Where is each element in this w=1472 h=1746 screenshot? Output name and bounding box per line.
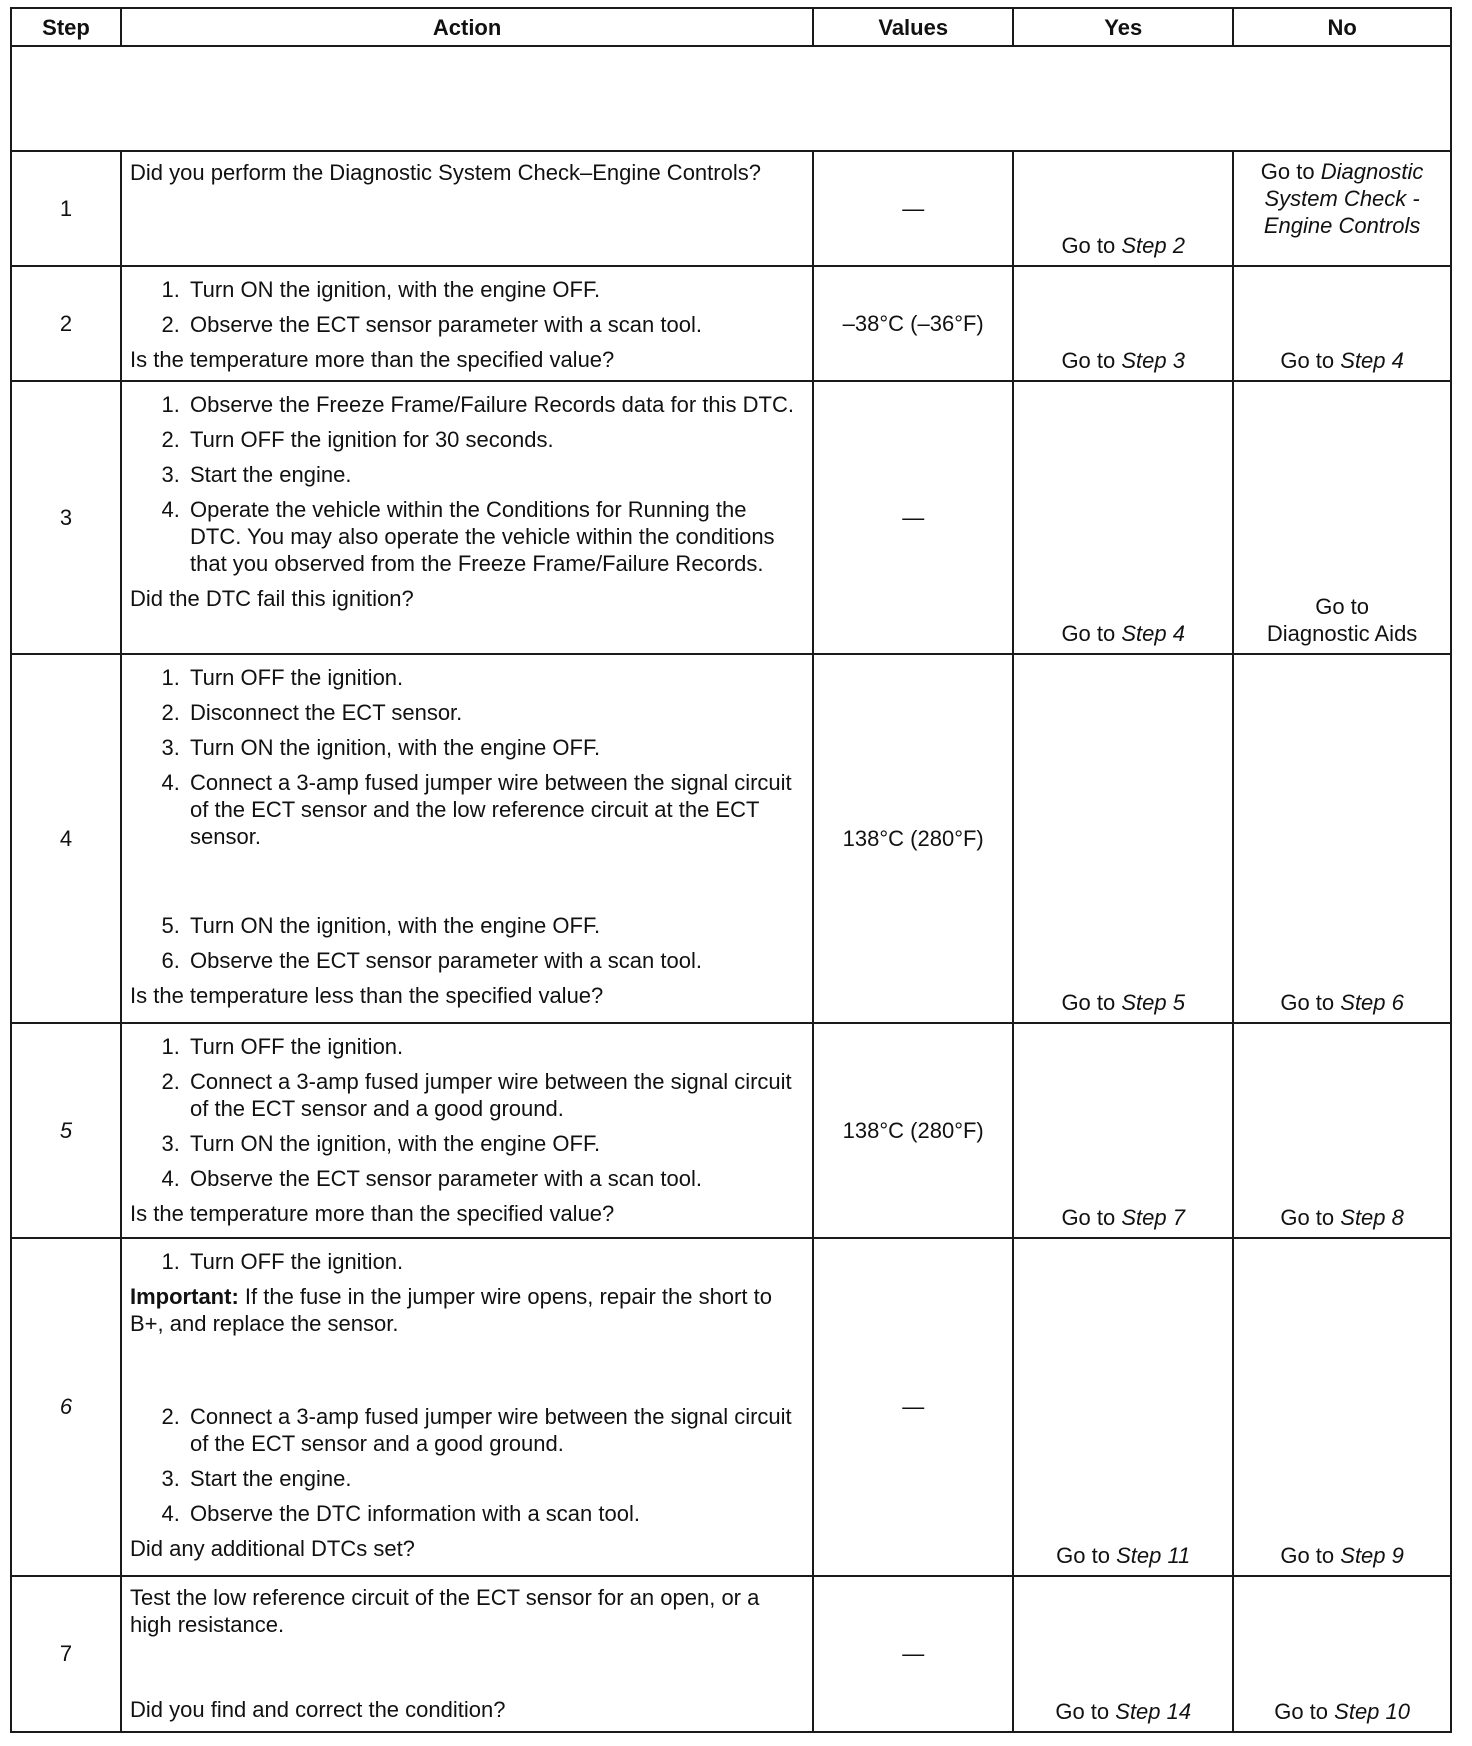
header-action: Action (121, 8, 813, 46)
action-item: 4. Observe the DTC information with a scan tool. (186, 1500, 798, 1527)
go-to-label: Go to (1260, 158, 1315, 184)
no-cell (1233, 1576, 1451, 1732)
action-question: Did any additional DTCs set? (130, 1536, 415, 1562)
header-row (11, 8, 1451, 46)
go-to-label: Go to (1280, 1542, 1335, 1568)
blank-row (11, 46, 1451, 151)
action-item: 2. Observe the ECT sensor parameter with a scan tool. (186, 311, 798, 338)
no-target: Diagnostic System Check - Engine Controls (1263, 158, 1424, 238)
no-step-link: Step 10 (1334, 1699, 1410, 1724)
header-values: Values (813, 8, 1013, 46)
action-steps (130, 1403, 798, 1527)
go-to-label: Go to (1055, 1699, 1110, 1724)
yes-cell (1013, 151, 1233, 266)
header-no: No (1233, 8, 1451, 46)
action-cell (121, 654, 813, 1024)
action-item: 3. Turn ON the ignition, with the engine OFF. (186, 1130, 798, 1157)
yes-cell (1013, 381, 1233, 654)
action-text: Did you perform the Diagnostic System Check–Engine Controls? (130, 159, 761, 185)
value-cell: — (813, 1238, 1013, 1576)
action-item: 2. Connect a 3-amp fused jumper wire between the signal circuit of the ECT sensor and a good ground. (186, 1403, 798, 1457)
action-steps (130, 276, 798, 338)
spacer (130, 858, 798, 908)
action-question: Is the temperature less than the specified value? (130, 982, 604, 1008)
spacer (130, 1341, 798, 1399)
step-number: 5 (11, 1023, 121, 1238)
go-to-label: Go to (1056, 1542, 1110, 1568)
no-cell (1233, 266, 1451, 381)
action-cell (121, 1023, 813, 1238)
yes-cell (1013, 1576, 1233, 1732)
go-to-label: Go to (1061, 232, 1116, 258)
action-steps (130, 1248, 798, 1275)
yes-step-link: Step 5 (1121, 990, 1185, 1016)
no-step-link: Step 8 (1340, 1205, 1404, 1231)
step-number: 4 (11, 654, 121, 1024)
action-item: 5. Turn ON the ignition, with the engine OFF. (186, 912, 798, 939)
spacer (130, 1642, 798, 1694)
diagnostic-table (10, 7, 1452, 1733)
action-cell (121, 1238, 813, 1576)
yes-step-link: Step 3 (1121, 347, 1185, 373)
action-item: 1. Turn ON the ignition, with the engine OFF. (186, 276, 798, 303)
action-steps (130, 912, 798, 974)
no-cell (1233, 1023, 1451, 1238)
action-item: 6. Observe the ECT sensor parameter with a scan tool. (186, 947, 798, 974)
go-to-label: Go to (1061, 1205, 1116, 1231)
action-item: 2. Disconnect the ECT sensor. (186, 699, 798, 726)
action-item: 2. Turn OFF the ignition for 30 seconds. (186, 426, 798, 453)
yes-cell (1013, 266, 1233, 381)
action-question: Did the DTC fail this ignition? (130, 585, 414, 611)
no-step-link: Step 6 (1340, 990, 1404, 1016)
go-to-label: Go to (1280, 1205, 1335, 1231)
no-target: Diagnostic Aids (1266, 620, 1418, 646)
action-question: Did you find and correct the condition? (130, 1696, 506, 1722)
action-item: 1. Observe the Freeze Frame/Failure Records data for this DTC. (186, 391, 798, 418)
action-cell (121, 151, 813, 266)
no-cell (1233, 654, 1451, 1024)
go-to-label: Go to (1061, 347, 1116, 373)
blank-cell (11, 46, 1451, 151)
table-row (11, 381, 1451, 654)
action-item: 4. Operate the vehicle within the Conditions for Running the DTC. You may also operate the vehicle within the conditions that you observed from the Freeze Frame/Failure Records. (186, 496, 798, 577)
step-number: 3 (11, 381, 121, 654)
yes-step-link: Step 7 (1121, 1205, 1185, 1231)
value-cell: — (813, 151, 1013, 266)
important-label: Important: (130, 1284, 239, 1310)
step-number: 7 (11, 1576, 121, 1732)
table-row (11, 1576, 1451, 1732)
value-cell: — (813, 1576, 1013, 1732)
action-question: Is the temperature more than the specified value? (130, 1201, 615, 1227)
table-row (11, 266, 1451, 381)
no-cell (1233, 381, 1451, 654)
action-item: 3. Start the engine. (186, 461, 798, 488)
yes-cell (1013, 1023, 1233, 1238)
action-steps (130, 391, 798, 577)
no-step-link: Step 4 (1340, 347, 1404, 373)
value-cell: –38°C (–36°F) (813, 266, 1013, 381)
action-steps (130, 664, 798, 850)
action-steps (130, 1033, 798, 1192)
go-to-label: Go to (1280, 990, 1335, 1016)
important-text: If the fuse in the jumper wire opens, repair the short to B+, and replace the sensor. (130, 1284, 772, 1337)
table-row (11, 1023, 1451, 1238)
table-row (11, 1238, 1451, 1576)
header-step: Step (11, 8, 121, 46)
action-cell (121, 1576, 813, 1732)
step-number: 2 (11, 266, 121, 381)
yes-cell (1013, 1238, 1233, 1576)
no-cell (1233, 1238, 1451, 1576)
yes-step-link: Step 11 (1116, 1542, 1191, 1568)
action-item: 3. Start the engine. (186, 1465, 798, 1492)
table-row (11, 654, 1451, 1024)
action-item: 1. Turn OFF the ignition. (186, 1248, 798, 1275)
value-cell: — (813, 381, 1013, 654)
no-cell (1233, 151, 1451, 266)
important-note (130, 1283, 798, 1337)
yes-step-link: Step 14 (1115, 1699, 1192, 1724)
action-item: 3. Turn ON the ignition, with the engine OFF. (186, 734, 798, 761)
action-item: 1. Turn OFF the ignition. (186, 1033, 798, 1060)
yes-step-link: Step 2 (1121, 232, 1185, 258)
go-to-label: Go to (1061, 990, 1116, 1016)
yes-cell (1013, 654, 1233, 1024)
no-step-link: Step 9 (1340, 1542, 1404, 1568)
action-cell (121, 381, 813, 654)
action-question: Is the temperature more than the specified value? (130, 346, 615, 372)
table-row (11, 151, 1451, 266)
go-to-label: Go to (1061, 620, 1116, 646)
action-item: 4. Observe the ECT sensor parameter with a scan tool. (186, 1165, 798, 1192)
go-to-label: Go to (1315, 593, 1370, 619)
step-number: 1 (11, 151, 121, 266)
header-yes: Yes (1013, 8, 1233, 46)
go-to-label: Go to (1274, 1699, 1329, 1724)
step-number: 6 (11, 1238, 121, 1576)
action-item: 2. Connect a 3-amp fused jumper wire between the signal circuit of the ECT sensor and a good ground. (186, 1068, 798, 1122)
go-to-label: Go to (1280, 347, 1335, 373)
value-cell: 138°C (280°F) (813, 1023, 1013, 1238)
action-item: 4. Connect a 3-amp fused jumper wire between the signal circuit of the ECT sensor and the low reference circuit at the ECT sensor. (186, 769, 798, 850)
action-text: Test the low reference circuit of the ECT sensor for an open, or a high resistance. (130, 1584, 760, 1637)
action-cell (121, 266, 813, 381)
value-cell: 138°C (280°F) (813, 654, 1013, 1024)
action-item: 1. Turn OFF the ignition. (186, 664, 798, 691)
yes-step-link: Step 4 (1121, 620, 1185, 646)
